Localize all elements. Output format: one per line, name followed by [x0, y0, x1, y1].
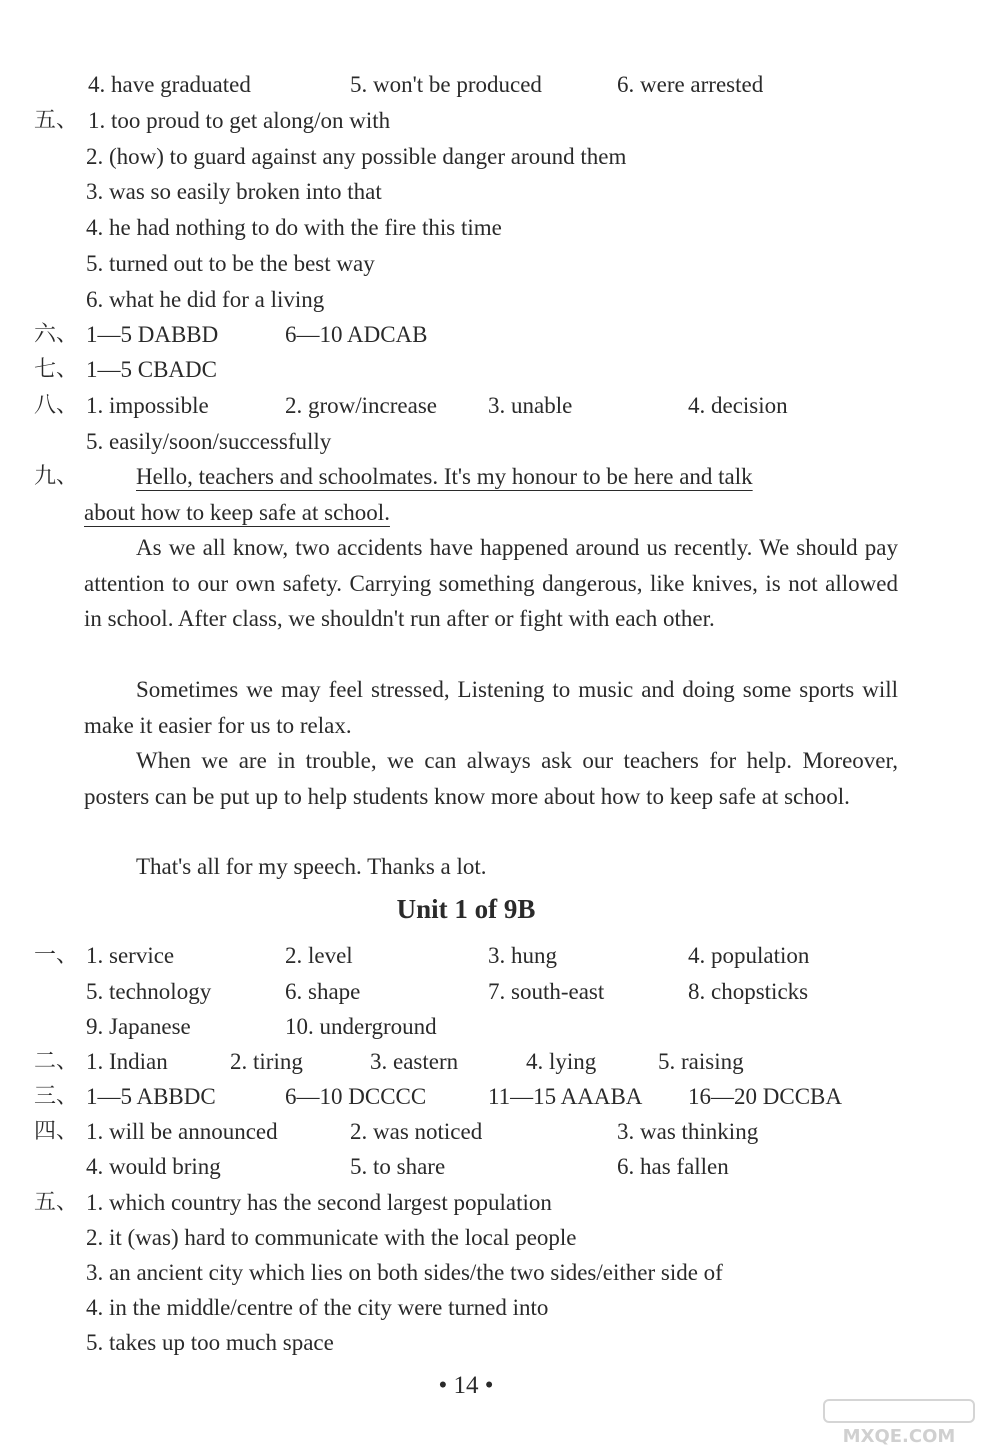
answer-item: 1. impossible [86, 393, 209, 418]
answer-item: 3. was thinking [617, 1119, 759, 1144]
watermark-logo [804, 1398, 994, 1448]
speech-paragraph: That's all for my speech. Thanks a lot. [136, 854, 487, 879]
answer-item: 2. (how) to guard against any possible danger around them [86, 144, 627, 169]
answer-item: 1. will be announced [86, 1119, 278, 1144]
answer-item: 3. eastern [370, 1049, 459, 1074]
answer-item: 4. decision [688, 393, 788, 418]
speech-paragraph: When we are in trouble, we can always ask our teachers for help. Moreover, posters can be put up to help students know more about how to keep safe at school. [84, 748, 898, 809]
answer-item: 4. population [688, 943, 810, 968]
answer-item: 6. shape [285, 979, 361, 1004]
answer-item: 4. would bring [86, 1154, 221, 1179]
section-label: 一、 [34, 943, 79, 968]
answer-item: 4. he had nothing to do with the fire this time [86, 215, 502, 240]
answer-item: 2. tiring [230, 1049, 303, 1074]
answer-item: 3. unable [488, 393, 573, 418]
answer-item: 10. underground [285, 1014, 437, 1039]
answer-item: 5. raising [658, 1049, 744, 1074]
section-label: 二、 [34, 1049, 79, 1074]
section-label: 八、 [34, 393, 79, 418]
answer-item: 11—15 AAABA [488, 1084, 643, 1109]
answer-item: 1—5 ABBDC [86, 1084, 216, 1109]
answer-item: 4. lying [526, 1049, 597, 1074]
answer-item: 4. have graduated [88, 72, 251, 97]
answer-item: 2. level [285, 943, 353, 968]
answer-item: 1—5 DABBD [86, 322, 219, 347]
answer-item: 6—10 ADCAB [285, 322, 428, 347]
section-label: 四、 [34, 1119, 79, 1144]
answer-item: 16—20 DCCBA [688, 1084, 842, 1109]
answer-item: 6. were arrested [617, 72, 764, 97]
answer-item: 7. south-east [488, 979, 605, 1004]
answer-item: 8. chopsticks [688, 979, 809, 1004]
answer-item: 5. takes up too much space [86, 1330, 334, 1355]
answer-item: 2. it (was) hard to communicate with the local people [86, 1225, 577, 1250]
answer-item: 3. hung [488, 943, 557, 968]
answer-item: 5. technology [86, 979, 212, 1004]
answer-item: 2. grow/increase [285, 393, 437, 418]
answer-item: 4. in the middle/centre of the city were turned into [86, 1295, 549, 1320]
speech-intro-line-2: about how to keep safe at school. [84, 500, 390, 525]
speech-paragraph: As we all know, two accidents have happened around us recently. We should pay attention to our own safety. Carrying something dangerous, like knives, is not allowed in school. After class, we shouldn't run after or fight with each other. [84, 535, 898, 631]
page-number: • 14 • [438, 1372, 494, 1399]
answer-item: 5. to share [350, 1154, 446, 1179]
answer-item: 5. easily/soon/successfully [86, 429, 332, 454]
answer-item: 1—5 CBADC [86, 357, 217, 382]
answer-item: 6. has fallen [617, 1154, 729, 1179]
unit-title: Unit 1 of 9B [396, 894, 536, 924]
answer-item: 3. was so easily broken into that [86, 179, 382, 204]
answer-item: 3. an ancient city which lies on both sides/the two sides/either side of [86, 1260, 723, 1285]
answer-item: 5. won't be produced [350, 72, 542, 97]
section-label: 七、 [34, 357, 79, 382]
speech-intro-line-1: Hello, teachers and schoolmates. It's my honour to be here and talk [136, 464, 753, 489]
speech-paragraph: Sometimes we may feel stressed, Listening to music and doing some sports will make it easier for us to relax. [84, 677, 898, 738]
answer-item: 1. which country has the second largest population [86, 1190, 552, 1215]
answer-item: 9. Japanese [86, 1014, 191, 1039]
answer-item: 1. service [86, 943, 175, 968]
answer-item: 6—10 DCCCC [285, 1084, 427, 1109]
section-label: 三、 [34, 1084, 79, 1109]
section-label: 六、 [34, 322, 79, 347]
section-label: 九、 [34, 464, 79, 489]
answer-item: 1. too proud to get along/on with [88, 108, 391, 133]
answer-item: 2. was noticed [350, 1119, 483, 1144]
answer-item: 1. Indian [86, 1049, 168, 1074]
answer-item: 6. what he did for a living [86, 287, 325, 312]
watermark-text: MXQE.COM [842, 1426, 956, 1447]
section-label: 五、 [34, 108, 79, 133]
answer-item: 5. turned out to be the best way [86, 251, 375, 276]
section-label: 五、 [34, 1190, 79, 1215]
